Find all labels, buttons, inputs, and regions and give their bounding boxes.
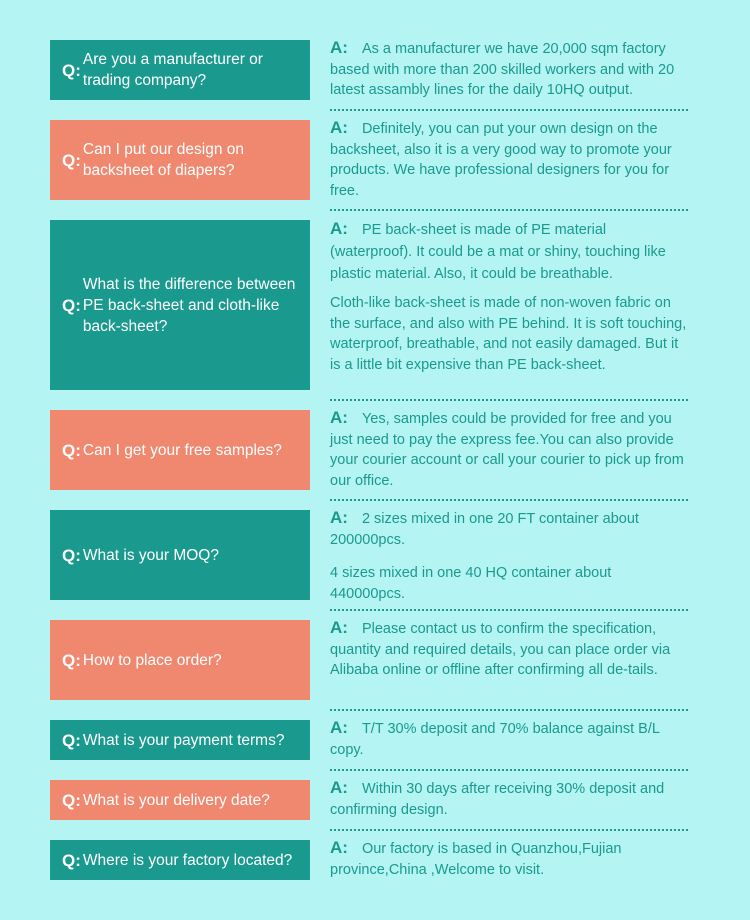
answer-box xyxy=(330,218,690,375)
answer-text: 4 sizes mixed in one 40 HQ container about 440000pcs. xyxy=(330,565,612,602)
question-text: How to place order? xyxy=(82,651,222,669)
answer-mark: A: xyxy=(330,219,348,238)
question-text: What is your payment terms? xyxy=(82,731,285,749)
question-mark: Q: xyxy=(62,850,81,870)
question-box xyxy=(50,840,310,880)
question-mark: Q: xyxy=(62,150,81,170)
dotted-divider xyxy=(330,609,688,611)
answer-text: Yes, samples could be provided for free and you just need to pay the express fee.You can also provide your courier account or call your courier to pick up from our office. xyxy=(330,411,684,489)
answer-text: 2 sizes mixed in one 20 FT container about 200000pcs. xyxy=(330,511,639,548)
answer-mark: A: xyxy=(330,508,348,527)
question-box xyxy=(50,120,310,200)
question-text: Are you a manufacturer or trading company? xyxy=(82,51,263,89)
question-text: Can I get your free samples? xyxy=(82,441,282,459)
answer-text: As a manufacturer we have 20,000 sqm factory based with more than 200 skilled workers and with 20 latest assambly lines for the daily 10HQ output. xyxy=(330,41,675,98)
answer-text: Definitely, you can put your own design on the backsheet, also it is a very good way to promote your products. We have professional designers for you for free. xyxy=(330,121,672,199)
question-text: What is your delivery date? xyxy=(82,791,270,809)
dotted-divider xyxy=(330,499,688,501)
question-mark: Q: xyxy=(62,650,81,670)
answer-box xyxy=(330,838,690,880)
answer-box xyxy=(330,118,690,201)
question-text: Can I put our design on backsheet of diapers? xyxy=(82,141,245,179)
answer-mark: A: xyxy=(330,118,348,137)
question-box xyxy=(50,780,310,820)
answer-box xyxy=(330,778,690,820)
question-box xyxy=(50,620,310,700)
answer-mark: A: xyxy=(330,778,348,797)
question-mark: Q: xyxy=(62,790,81,810)
answer-text: T/T 30% deposit and 70% balance against B/L copy. xyxy=(330,721,660,758)
answer-mark: A: xyxy=(330,838,348,857)
answer-box xyxy=(330,508,690,604)
question-mark: Q: xyxy=(62,545,81,565)
question-box xyxy=(50,510,310,600)
dotted-divider xyxy=(330,769,688,771)
answer-box xyxy=(330,38,690,101)
question-text: What is the difference between PE back-sheet and cloth-like back-sheet? xyxy=(82,275,296,335)
dotted-divider xyxy=(330,829,688,831)
dotted-divider xyxy=(330,709,688,711)
question-box xyxy=(50,720,310,760)
question-box xyxy=(50,410,310,490)
question-text: What is your MOQ? xyxy=(82,546,219,564)
answer-text: Cloth-like back-sheet is made of non-woven fabric on the surface, and also with PE behind. It is soft touching, waterproof, breathable, and not easily damaged. But it is a little bit expensive than PE back-sheet. xyxy=(330,295,687,373)
answer-mark: A: xyxy=(330,38,348,57)
question-mark: Q: xyxy=(62,60,81,80)
question-box xyxy=(50,220,310,390)
answer-box xyxy=(330,408,690,491)
answer-box xyxy=(330,618,690,681)
question-box xyxy=(50,40,310,100)
answer-mark: A: xyxy=(330,718,348,737)
question-text: Where is your factory located? xyxy=(82,851,293,869)
question-mark: Q: xyxy=(62,730,81,750)
answer-mark: A: xyxy=(330,618,348,637)
answer-box xyxy=(330,718,690,760)
answer-text: Our factory is based in Quanzhou,Fujian province,China ,Welcome to visit. xyxy=(330,841,622,878)
answer-mark: A: xyxy=(330,408,348,427)
answer-text: PE back-sheet is made of PE material (waterproof). It could be a mat or shiny, touching like plastic material. Also, it could be breathable. xyxy=(330,222,666,282)
dotted-divider xyxy=(330,399,688,401)
question-mark: Q: xyxy=(62,295,81,315)
dotted-divider xyxy=(330,109,688,111)
answer-text: Please contact us to confirm the specification, quantity and required details, you can place order via Alibaba online or offline after confirming all de-tails. xyxy=(330,621,671,678)
question-mark: Q: xyxy=(62,440,81,460)
answer-text: Within 30 days after receiving 30% deposit and confirming design. xyxy=(330,781,665,818)
dotted-divider xyxy=(330,209,688,211)
